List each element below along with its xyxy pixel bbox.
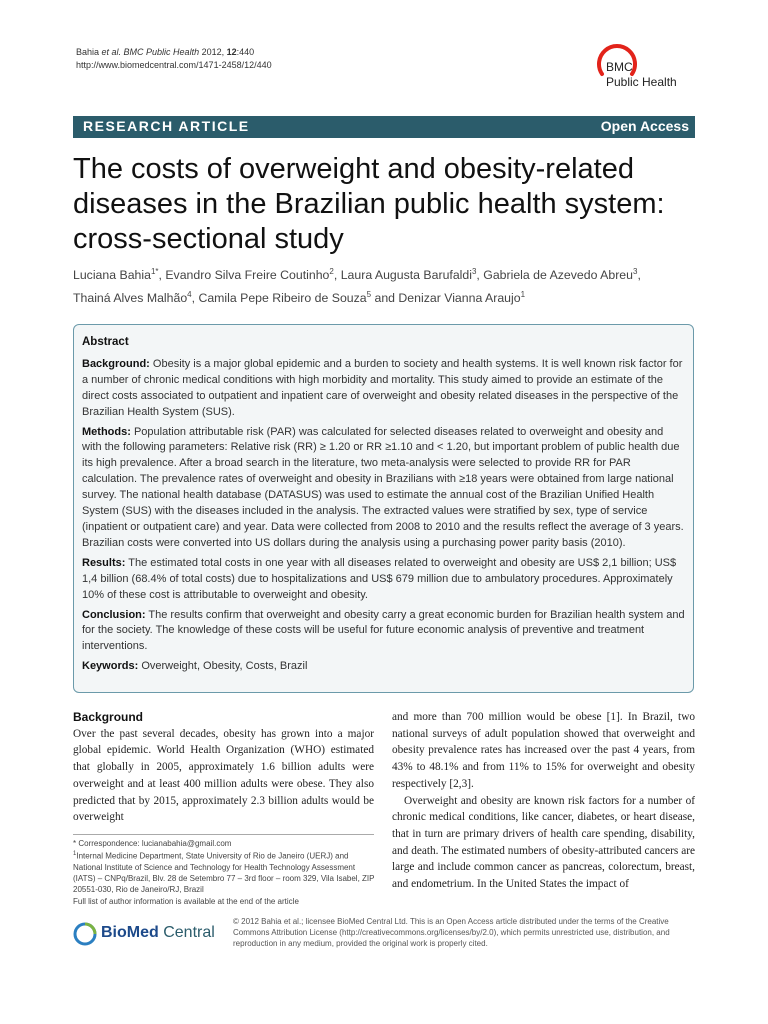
section-label: Results: bbox=[82, 556, 126, 569]
abstract-results bbox=[82, 556, 685, 604]
author-affil[interactable]: 3 bbox=[471, 267, 477, 276]
author-affil[interactable]: 4 bbox=[187, 290, 192, 300]
article-title: The costs of overweight and obesity-related diseases in the Brazilian public health system: cross-sectional study bbox=[73, 153, 665, 255]
author-name: Evandro Silva Freire Coutinho bbox=[165, 268, 330, 283]
journal-logo bbox=[596, 44, 706, 100]
affil-number: 1 bbox=[73, 851, 77, 858]
section-label: Keywords: bbox=[82, 660, 139, 673]
affiliation bbox=[73, 849, 378, 895]
section-text: Population attributable risk (PAR) was calculated for selected diseases related to overweight and obesity and with the following parameters: Relative risk (RR) ≥ 1.20 or RR ≥1.10 and < 1.20, but important problem of public health due its high prevalence. After a broad search in the literature, two meta-analysis were selected to provide RR for PAR calculation. The prevalence rates of overweight and obesity in Brazilians with ≥18 years were obtained from large national survey. The national health database (DATASUS) was used to estimate the annual cost of the Brazilian Unified Health System (SUS) with the diseases included in the analysis. The extracted values were stratified by sex, type of service (inpatient or outpatient care) and year. Data were collected from 2008 to 2010 and the results reflect the average of 3 years. Brazilian costs were converted into US dollars during the analysis using a purchasing power parity basis (2010). bbox=[82, 425, 684, 549]
footnote-divider bbox=[73, 834, 374, 835]
citation-prefix: Bahia bbox=[76, 47, 102, 57]
footnote bbox=[73, 838, 378, 907]
section-label: Background: bbox=[82, 357, 150, 370]
abstract-keywords bbox=[82, 659, 685, 675]
author-name: Camila Pepe Ribeiro de Souza bbox=[198, 291, 367, 306]
citation-volume: 12 bbox=[226, 47, 237, 57]
author-name: Luciana Bahia bbox=[73, 268, 151, 283]
open-access-label: Open Access bbox=[600, 118, 689, 134]
publisher-name bbox=[101, 924, 215, 942]
citation-url[interactable]: http://www.biomedcentral.com/1471-2458/12/440 bbox=[76, 60, 272, 70]
citation-year: 2012, bbox=[199, 47, 227, 57]
article-banner bbox=[73, 116, 695, 138]
article-type: RESEARCH ARTICLE bbox=[83, 118, 250, 134]
body-paragraph: and more than 700 million would be obese [1]. In Brazil, two national surveys of adult population showed that overweight and obesity prevalence rates has increased over the past 4 years, from 43% to 48.1% and from 11% to 15% for overweight and obesity respectively [2,3]. bbox=[392, 711, 695, 790]
background-heading: Background bbox=[73, 710, 144, 724]
biomed-swirl-icon bbox=[73, 922, 97, 946]
section-label: Methods: bbox=[82, 425, 131, 438]
section-text: The estimated total costs in one year with all diseases related to overweight and obesity are US$ 2,1 billion; US$ 1,4 billion (68.4% of total costs) due to hospitalizations and US$ 679 million due to ambulatory procedures. Approximately 10% of these cost is attributable to overweight and obesity. bbox=[82, 556, 677, 601]
section-text: Obesity is a major global epidemic and a burden to society and health systems. It is well known risk factor for a number of chronic medical conditions with high morbidity and mortality. This study aimed to provide an estimate of the direct costs associated to outpatient and inpatient care of overweight and obesity related diseases in the perspective of the Brazilian Health System (SUS). bbox=[82, 357, 683, 418]
author-affil[interactable]: 1 bbox=[520, 290, 526, 300]
abstract-background bbox=[82, 357, 685, 421]
biomed-central-logo bbox=[73, 916, 223, 956]
full-list-note: Full list of author information is available at the end of the article bbox=[73, 896, 299, 906]
author-affil[interactable]: 1* bbox=[150, 267, 159, 276]
publisher-bio: BioMed bbox=[101, 924, 159, 941]
author-name: Laura Augusta Barufaldi bbox=[340, 268, 472, 283]
publisher-central: Central bbox=[158, 924, 215, 941]
author-name: Thainá Alves Malhão bbox=[73, 291, 188, 306]
copyright-notice: © 2012 Bahia et al.; licensee BioMed Central Ltd. This is an Open Access article distributed under the terms of the Creative Commons Attribution License (http://creativecommons.org/licenses/by/2.0), which permits unrestricted use, distribution, and reproduction in any medium, provided the original work is properly cited. bbox=[233, 917, 670, 948]
section-text: Overweight, Obesity, Costs, Brazil bbox=[141, 660, 308, 673]
abstract-heading: Abstract bbox=[82, 336, 129, 348]
logo-line2: Public Health bbox=[606, 75, 677, 89]
author-name: Gabriela de Azevedo Abreu bbox=[483, 268, 633, 283]
body-paragraph: Overweight and obesity are known risk factors for a number of chronic medical conditions, like cancer, diabetes, or heart disease, that in turn are primary drivers of health care spending, disability, and death. The estimated numbers of obesity-attributed cancers are large and include common cancer as pancreas, colorectum, breast, and endometrium. In the United States the impact of bbox=[392, 794, 695, 891]
abstract-conclusion bbox=[82, 608, 685, 656]
abstract-box bbox=[73, 324, 694, 693]
author-affil[interactable]: 3 bbox=[632, 267, 638, 276]
affil-text: Internal Medicine Department, State University of Rio de Janeiro (UERJ) and National Institute of Science and Technology for Health Technology Assessment (IATS) – CNPq/Brazil, Blv. 28 de Setembro 77 – 3rd floor – room 329, Vila Isabel, ZIP 20551-030, Rio de Janeiro/RJ, Brazil bbox=[73, 851, 375, 895]
abstract-methods bbox=[82, 425, 685, 552]
citation-article: :440 bbox=[236, 47, 255, 57]
body-column-right bbox=[392, 709, 695, 893]
citation-header bbox=[76, 46, 272, 72]
author-affil[interactable]: 2 bbox=[329, 267, 334, 276]
section-label: Conclusion: bbox=[82, 608, 146, 621]
author-name: Denizar Vianna Araujo bbox=[398, 291, 521, 306]
citation-journal: et al. BMC Public Health bbox=[101, 47, 200, 57]
author-list: Luciana Bahia$^{1*}$, Evandro Silva Freire Coutinho$^2$, Laura Augusta Barufaldi$^3$, Gabriela de Azevedo Abreu$^3$, Thainá Alves Malhão$^4$, Camila Pepe Ribeiro de Souza$^5$ and Denizar Vianna Araujo$^1$ bbox=[73, 267, 641, 306]
correspondence[interactable]: * Correspondence: lucianabahia@gmail.com bbox=[73, 839, 232, 848]
author-affil[interactable]: 5 bbox=[366, 290, 372, 300]
background-paragraph: Over the past several decades, obesity has grown into a major global epidemic. World Health Organization (WHO) estimated that globally in 2005, approximately 1.6 billion adults were overweight and at least 400 million adults were obese. They also predicted that by 2015, approximately 2.3 billion adults would be overweight bbox=[73, 727, 374, 824]
section-text: The results confirm that overweight and obesity carry a great economic burden for Brazilian health system and for the society. The knowledge of these costs will be useful for future economic analysis of preventive and treatment interventions. bbox=[82, 608, 685, 653]
body-column-left bbox=[73, 709, 374, 826]
logo-line1: BMC bbox=[606, 60, 633, 74]
